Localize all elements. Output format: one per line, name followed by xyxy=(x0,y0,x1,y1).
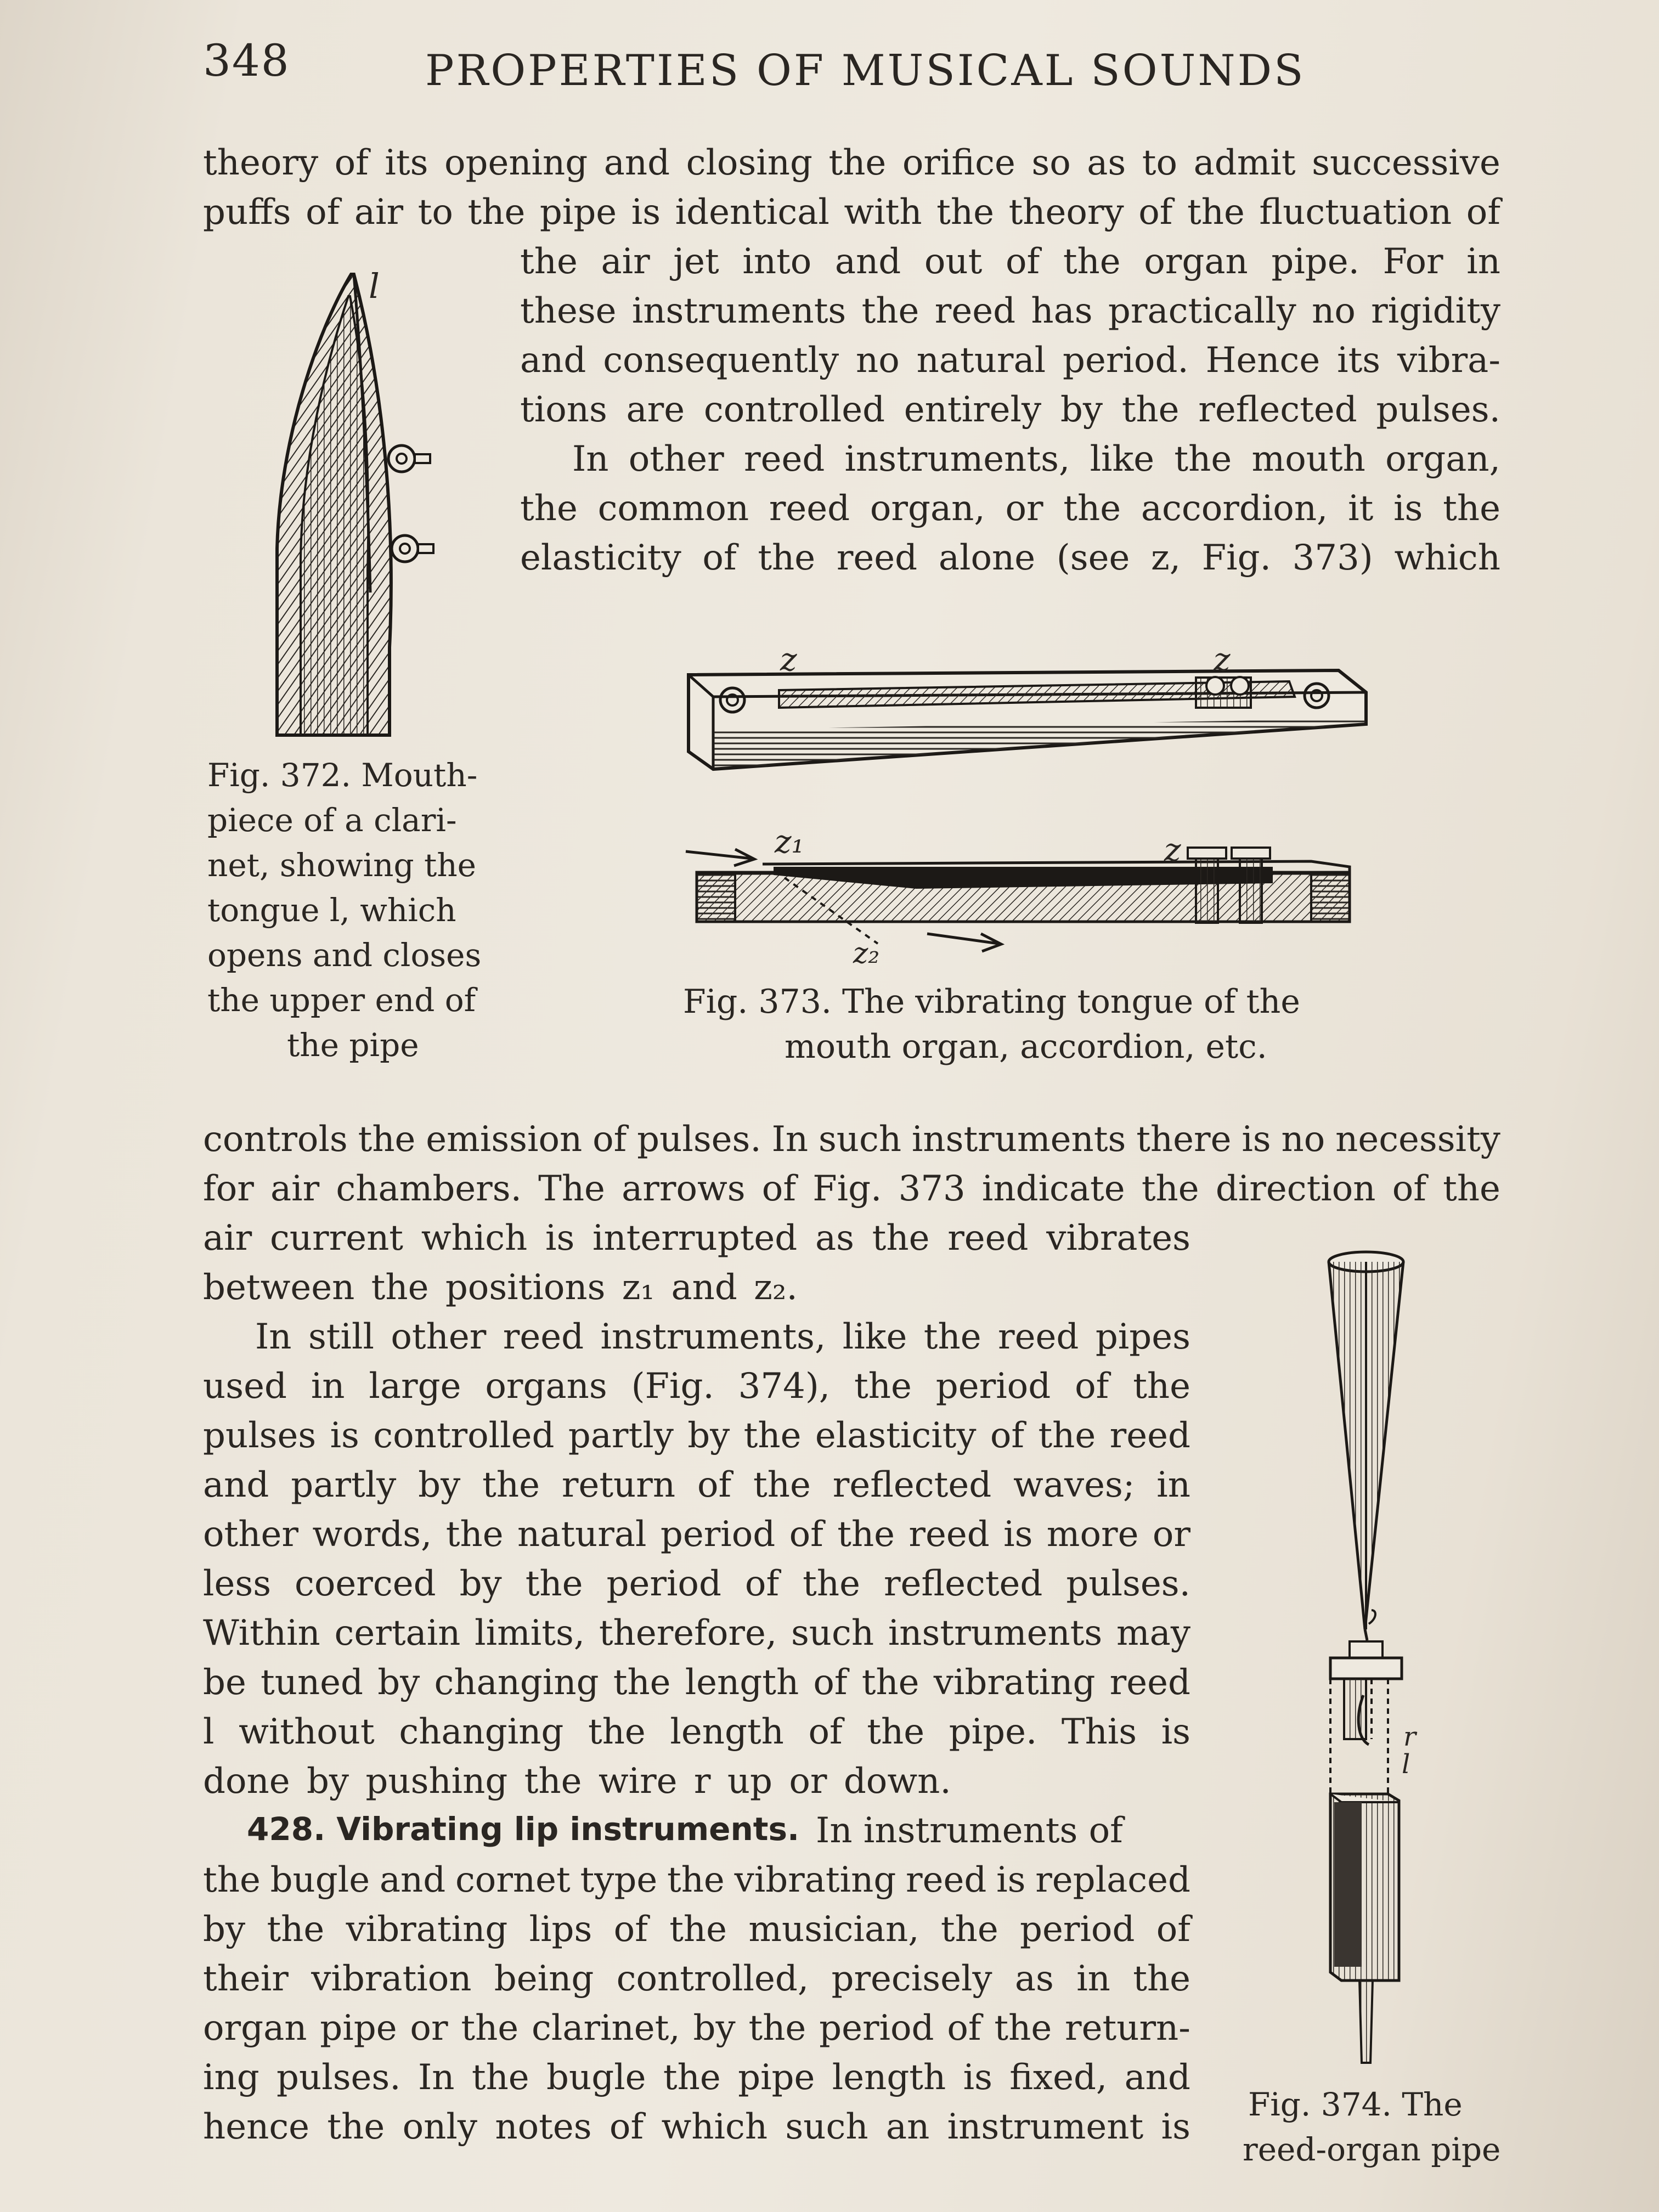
fig-373-label-z-lower: z xyxy=(1164,831,1181,868)
running-title: PROPERTIES OF MUSICAL SOUNDS xyxy=(425,46,1306,95)
text-line: tions are controlled entirely by the reflected pulses. xyxy=(520,390,1500,430)
text-line: ing pulses. In the bugle the pipe length is fixed, and xyxy=(203,2057,1190,2098)
fig-374-label-r: r xyxy=(1403,1722,1416,1752)
text-line: organ pipe or the clarinet, by the period of the return- xyxy=(203,2008,1190,2049)
caption-line: opens and closes xyxy=(207,936,482,974)
fig-373-label-z-right: z xyxy=(1214,641,1231,678)
text-line: be tuned by changing the length of the vibrating reed xyxy=(203,1662,1190,1703)
text-line: used in large organs (Fig. 374), the period of the xyxy=(203,1366,1190,1407)
caption-line: the upper end of xyxy=(207,981,476,1019)
section-heading: 428. Vibrating lip instruments. xyxy=(247,1810,800,1848)
caption-line: piece of a clari- xyxy=(207,802,457,839)
fig-372-label-l: l xyxy=(369,266,380,306)
section-first-line-text: In instruments of xyxy=(816,1810,1123,1851)
text-line: puffs of air to the pipe is identical with the theory of the fluctuation of xyxy=(203,192,1500,233)
caption-line: the pipe xyxy=(287,1026,419,1064)
fig-373-label-z1: z₁ xyxy=(775,823,804,860)
caption-line: Fig. 374. The xyxy=(1248,2086,1463,2123)
text-line: the bugle and cornet type the vibrating reed is replaced xyxy=(203,1860,1190,1900)
text-line: for air chambers. The arrows of Fig. 373 indicate the direction of the xyxy=(203,1169,1500,1209)
caption-line: reed-organ pipe xyxy=(1243,2131,1501,2168)
caption-line: mouth organ, accordion, etc. xyxy=(785,1028,1267,1066)
text-line: the air jet into and out of the organ pipe. For in xyxy=(520,241,1500,282)
text-line: hence the only notes of which such an instrument is xyxy=(203,2107,1190,2147)
caption-line: Fig. 373. The vibrating tongue of the xyxy=(683,983,1300,1021)
fig-373-label-z-left: z xyxy=(780,641,797,678)
fig-372-caption xyxy=(207,753,515,1068)
fig-374-reed-organ-pipe xyxy=(1317,1245,1448,2068)
text-line: Within certain limits, therefore, such instruments may xyxy=(203,1613,1190,1654)
fig-374-caption xyxy=(1243,2082,1517,2172)
caption-line: tongue l, which xyxy=(207,891,456,929)
text-line: other words, the natural period of the reed is more or xyxy=(203,1514,1190,1555)
caption-line: Fig. 372. Mouth- xyxy=(207,757,478,794)
section-428-first-line xyxy=(203,1810,1190,1851)
text-line: between the positions z₁ and z₂. xyxy=(203,1267,798,1308)
text-line: elasticity of the reed alone (see z, Fig. 373) which xyxy=(520,538,1500,578)
text-line: their vibration being controlled, precisely as in the xyxy=(203,1959,1190,1999)
text-line: pulses is controlled partly by the elasticity of the reed xyxy=(203,1415,1190,1456)
text-line: less coerced by the period of the reflected pulses. xyxy=(203,1564,1190,1604)
text-line: In still other reed instruments, like the reed pipes xyxy=(255,1317,1190,1357)
text-line: controls the emission of pulses. In such instruments there is no necessity xyxy=(203,1119,1500,1160)
text-line: l without changing the length of the pipe. This is xyxy=(203,1712,1190,1752)
fig-374-label-l: l xyxy=(1402,1749,1410,1780)
text-line: air current which is interrupted as the reed vibrates xyxy=(203,1218,1190,1259)
text-line: these instruments the reed has practically no rigidity xyxy=(520,291,1500,331)
fig-373-vibrating-tongue xyxy=(680,647,1383,966)
page-number: 348 xyxy=(203,35,290,86)
text-line: done by pushing the wire r up or down. xyxy=(203,1761,951,1802)
caption-line: net, showing the xyxy=(207,847,476,884)
text-line: and consequently no natural period. Hence its vibra- xyxy=(520,340,1500,381)
fig-373-label-z2: z₂ xyxy=(853,937,880,970)
text-line: theory of its opening and closing the orifice so as to admit successive xyxy=(203,143,1500,183)
fig-372-clarinet-mouthpiece xyxy=(258,263,455,746)
fig-373-caption xyxy=(683,979,1396,1069)
text-line: by the vibrating lips of the musician, the period of xyxy=(203,1909,1190,1950)
text-line: and partly by the return of the reflected waves; in xyxy=(203,1465,1190,1505)
text-line: In other reed instruments, like the mouth organ, xyxy=(572,439,1500,479)
text-line: the common reed organ, or the accordion, it is the xyxy=(520,488,1500,529)
